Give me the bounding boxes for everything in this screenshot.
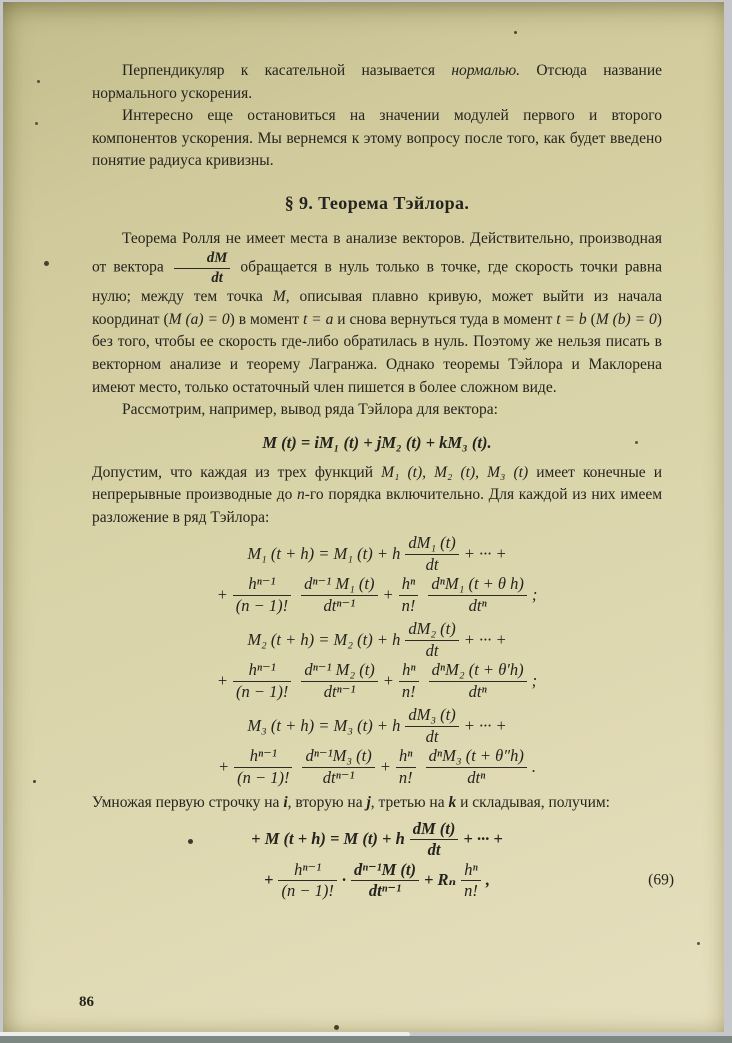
equation-taylor-m3: M₃ (t + h) = M₃ (t) + h $\frac{\text{dM₃ (t)}}{dt}$ + ··· + + $\frac{\text{hⁿ⁻¹}}{(n - 1)!}$ $\frac{\text{dⁿ⁻¹M₃ (t)}}{\text{dtⁿ⁻¹}}$ + $\frac{\text{hⁿ}}{n!}$ $\frac{\text{dⁿM₃ (t + θ″h)}}{\text{dtⁿ}}$ . — [217, 705, 537, 787]
section-heading: § 9. Теорема Тэйлора. — [284, 192, 470, 213]
equation-taylor-vector-result: + M (t + h) = M (t) + h $\frac{dM (t)}{dt}$ + ··· + (69) + $\frac{\text{hⁿ⁻¹}}{(n - 1)!}$ · $\frac{\text{dⁿ⁻¹M (t)}}{\text{dtⁿ⁻¹}}$ + Rₙ $\frac{\text{hⁿ}}{n!}$ , — [251, 818, 674, 901]
paragraph-consider-taylor: Рассмотрим, например, вывод ряда Тэйлора для вектора: — [122, 401, 498, 419]
fraction: $\frac{\text{dⁿ⁻¹ M₁ (t)}}{\text{dtⁿ⁻¹}}$ — [301, 575, 377, 615]
fraction: $\frac{\text{dⁿM₂ (t + θ′h)}}{\text{dtⁿ}}$ — [429, 661, 527, 701]
paragraph-multiply-and-add: Умножая первую строчку на i, вторую на j, третью на k и складывая, получим: — [92, 794, 610, 812]
fraction: $\frac{\text{hⁿ}}{n!}$ — [461, 861, 481, 901]
scanner-bed-band — [0, 1036, 732, 1043]
page-number: 86 — [79, 994, 94, 1010]
paragraph-assumption: Допустим, что каждая из трех функций M₁ (t), M₂ (t), M₃ (t) имеет конечные и непрерывные производные до n-го порядка включительно. Для каждой из них имеем разложение в ряд Тэйлора: — [92, 463, 663, 526]
fraction: $\frac{\text{dⁿ⁻¹M₃ (t)}}{\text{dtⁿ⁻¹}}$ — [302, 747, 374, 787]
fraction: $\frac{dM}{dt}$ — [174, 250, 230, 286]
fraction: $\frac{\text{hⁿ⁻¹}}{(n - 1)!}$ — [234, 747, 292, 787]
equation-vector-decomposition: M (t) = iM₁ (t) + jM₂ (t) + kM₃ (t). — [262, 433, 492, 453]
scan-specks — [37, 80, 40, 83]
fraction: $\frac{\text{dM₂ (t)}}{dt}$ — [405, 620, 458, 660]
paragraph-normal-acceleration: Перпендикуляр к касательной называется нормалью. Отсюда название нормального ускорения. — [92, 62, 662, 102]
fraction: $\frac{\text{dⁿM₁ (t + θ h)}}{\text{dtⁿ}}$ — [428, 575, 527, 615]
fraction: $\frac{\text{hⁿ⁻¹}}{(n - 1)!}$ — [233, 661, 291, 701]
page-content — [92, 60, 674, 906]
equation-taylor-m1: M₁ (t + h) = M₁ (t) + h $\frac{\text{dM₁ (t)}}{dt}$ + ··· + + $\frac{\text{hⁿ⁻¹}}{(n - 1)!}$ $\frac{\text{dⁿ⁻¹ M₁ (t)}}{\text{dtⁿ⁻¹}}$ + $\frac{\text{hⁿ}}{n!}$ $\frac{\text{dⁿM₁ (t + θ h)}}{\text{dtⁿ}}$ ; — [216, 533, 538, 615]
paragraph-rolle-theorem: Теорема Ролля не имеет места в анализе векторов. Действительно, производная от вектора $\frac{dM}{dt}$ обращается в нуль только в точке, где скорость точки равна нулю; между тем точка M, описывая плавно кривую, может выйти из начала координат (M (a) = 0) в момент t = a и снова вернуться туда в момент t = b (M (b) = 0) без того, чтобы ее скорость где-либо обратилась в нуль. Поэтому же нельзя писать в векторном анализе и теорему Лагранжа. Однако теоремы Тэйлора и Маклорена имеют место, только остаточный член пишется в более сложном виде. — [92, 229, 662, 396]
fraction: $\frac{\text{dM₃ (t)}}{dt}$ — [405, 706, 458, 746]
equation-taylor-m2: M₂ (t + h) = M₂ (t) + h $\frac{\text{dM₂ (t)}}{dt}$ + ··· + + $\frac{\text{hⁿ⁻¹}}{(n - 1)!}$ $\frac{\text{dⁿ⁻¹ M₂ (t)}}{\text{dtⁿ⁻¹}}$ + $\frac{\text{hⁿ}}{n!}$ $\frac{\text{dⁿM₂ (t + θ′h)}}{\text{dtⁿ}}$ ; — [216, 619, 538, 701]
fraction: $\frac{\text{dM₁ (t)}}{dt}$ — [405, 534, 458, 574]
equation-number: (69) — [648, 871, 674, 889]
paragraph-components-note: Интересно еще остановиться на значении модулей первого и второго компонентов ускорения. Мы вернемся к этому вопросу после того, как будет введено понятие радиуса кривизны. — [92, 107, 662, 170]
fraction: $\frac{\text{dⁿ⁻¹M (t)}}{\text{dtⁿ⁻¹}}$ — [351, 861, 419, 901]
fraction: $\frac{\text{dⁿ⁻¹ M₂ (t)}}{\text{dtⁿ⁻¹}}$ — [301, 661, 377, 701]
fraction: $\frac{dM (t)}{dt}$ — [410, 820, 459, 860]
scanned-page — [3, 2, 724, 1032]
fraction: $\frac{\text{hⁿ}}{n!}$ — [396, 747, 416, 787]
fraction: $\frac{\text{hⁿ⁻¹}}{(n - 1)!}$ — [278, 861, 336, 901]
fraction: $\frac{\text{dⁿM₃ (t + θ″h)}}{\text{dtⁿ}}$ — [426, 747, 527, 787]
fraction: $\frac{\text{hⁿ⁻¹}}{(n - 1)!}$ — [233, 575, 291, 615]
fraction: $\frac{\text{hⁿ}}{n!}$ — [399, 661, 419, 701]
fraction: $\frac{\text{hⁿ}}{n!}$ — [399, 575, 419, 615]
